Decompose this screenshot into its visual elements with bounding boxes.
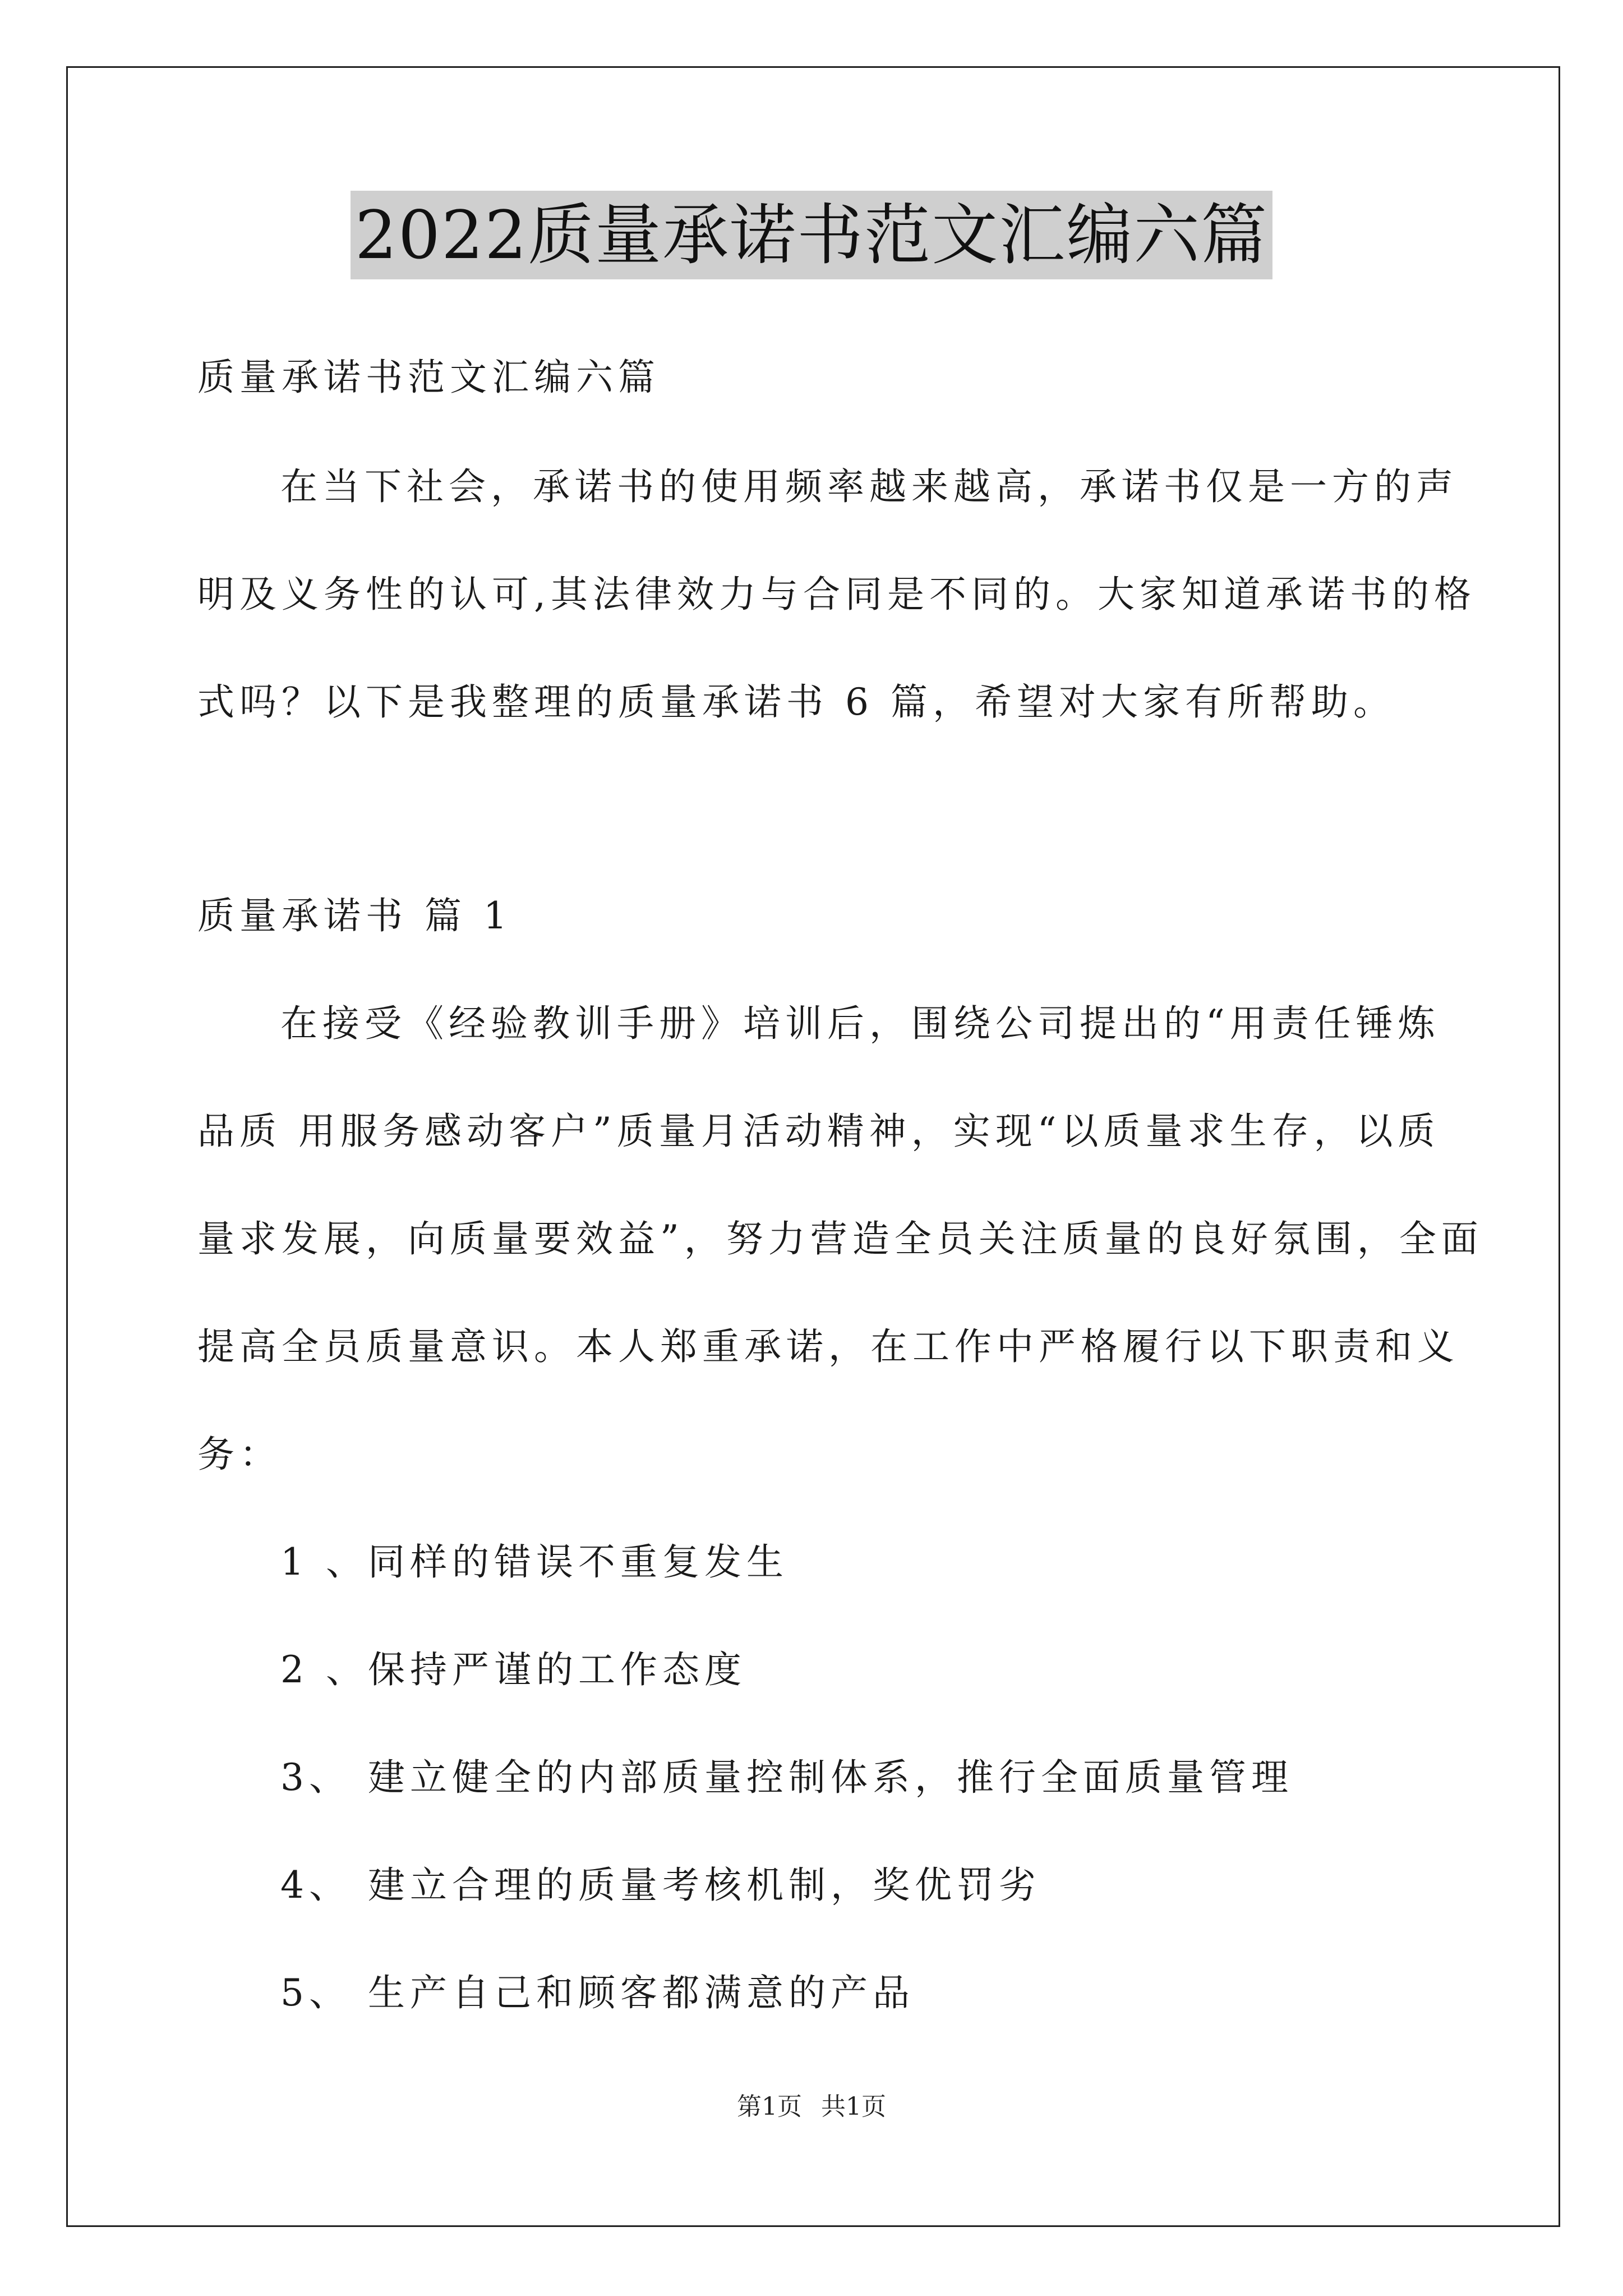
document-title: 2022质量承诺书范文汇编六篇 (351, 191, 1272, 279)
page-footer (0, 2090, 1623, 2124)
list-item: 5、 生产自己和顾客都满意的产品 (280, 1971, 915, 2014)
paragraph-line: 式吗？以下是我整理的质量承诺书 6 篇，希望对大家有所帮助。 (197, 680, 1395, 724)
page-number: 第1页 (737, 2092, 802, 2121)
paragraph-line: 提高全员质量意识。本人郑重承诺，在工作中严格履行以下职责和义 (197, 1325, 1459, 1368)
subtitle-line: 质量承诺书范文汇编六篇 (197, 356, 660, 399)
list-item: 3、 建立健全的内部质量控制体系，推行全面质量管理 (280, 1756, 1293, 1799)
paragraph-line: 在接受《经验教训手册》培训后，围绕公司提出的“用责任锤炼 (280, 1002, 1440, 1045)
title-container (0, 191, 1623, 279)
page-total: 共1页 (821, 2092, 886, 2121)
list-item: 4、 建立合理的质量考核机制，奖优罚劣 (280, 1864, 1041, 1907)
section-heading: 质量承诺书 篇 1 (197, 894, 512, 937)
paragraph-line: 明及义务性的认可,其法律效力与合同是不同的。大家知道承诺书的格 (197, 573, 1476, 616)
paragraph-line: 在当下社会，承诺书的使用频率越来越高，承诺书仅是一方的声 (280, 465, 1458, 508)
paragraph-line: 品质 用服务感动客户”质量月活动精神，实现“以质量求生存，以质 (197, 1110, 1440, 1153)
list-item: 2 、保持严谨的工作态度 (280, 1648, 746, 1691)
paragraph-line: 量求发展，向质量要效益”，努力营造全员关注质量的良好氛围，全面 (197, 1217, 1483, 1260)
paragraph-line: 务： (197, 1433, 282, 1476)
list-item: 1 、同样的错误不重复发生 (280, 1540, 789, 1584)
